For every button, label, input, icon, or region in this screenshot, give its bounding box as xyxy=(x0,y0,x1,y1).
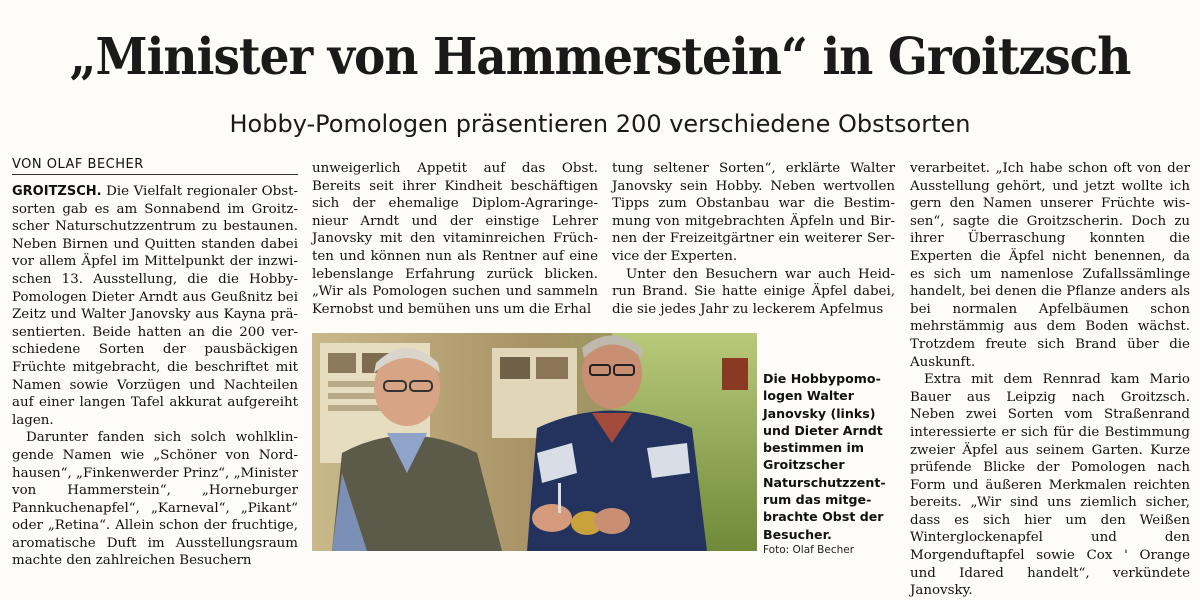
paragraph: tung seltener Sorten“, erklärte Walter Janovsky sein Hobby. Neben wertvollen Tipps zum Obstanbau war die Bestimmung von mitgebrachten Äpfeln und Birnen der Freizeitgärtner ein weiterer Service der Experten. xyxy=(612,161,895,264)
dateline: GROITZSCH. xyxy=(12,184,102,199)
photo-illustration xyxy=(312,333,757,551)
paragraph: Extra mit dem Rennrad kam Mario Bauer aus Leipzig nach Groitzsch. Neben zwei Sorten vom Straßenrand interessierte er sich für die Bestimmung zweier Äpfel aus seinem Garten. Kurze prüfende Blicke der Pomologen nach Form und äußeren Merkmalen reichten bereits. „Wir sind uns ziemlich sicher, dass es sich hier um den Weißen Winterglockenapfel und den Morgenduftapfel sowie Cox ' Orange und Idared handelt“, verkündete Janovsky. xyxy=(910,372,1190,599)
headline: „Minister von Hammerstein“ in Groitzsch xyxy=(69,27,1131,88)
article-column-1 xyxy=(12,183,298,570)
byline: VON OLAF BECHER xyxy=(12,157,298,175)
paragraph: Darunter fanden sich solch wohlklingende Namen wie „Schöner von Nordhausen“, „Finkenwerder Prinz“, „Minister von Hammerstein“, „Horneburger Pannkuchenapfel“, „Karneval“, „Pikant“ oder „Retina“. Allein schon der fruchtige, aromatische Duft im Ausstellungsraum machte den zahlreichen Besuchern xyxy=(12,430,298,569)
paragraph: verarbeitet. „Ich habe schon oft von der Ausstellung gehört, und jetzt wollte ich gern den Namen unserer Früchte wissen“, sagte die Groitzscherin. Doch zu ihrer Überraschung konnten die Experten die Äpfel nicht benennen, da es sich um namenlose Zufallssämlinge handelt, bei denen die Pflanze anders als bei normalen Apfelbäumen schon mehrstämmig aus dem Boden wächst. Trotzdem freute sich Brand über die Auskunft. xyxy=(910,161,1190,370)
subheadline: Hobby-Pomologen präsentieren 200 verschiedene Obstsorten xyxy=(229,110,971,138)
photo-caption: Die Hobbypomologen Walter Janovsky (links) und Dieter Arndt bestimmen im Groitzscher Naturschutzzentrum das mitgebrachte Obst der Besucher. xyxy=(763,371,886,542)
article-photo xyxy=(312,333,757,551)
article-column-2 xyxy=(312,160,598,318)
article-column-3 xyxy=(612,160,895,318)
paragraph xyxy=(12,183,298,429)
photo-credit: Foto: Olaf Becher xyxy=(763,544,855,556)
paragraph-text: Die Vielfalt regionaler Obstsorten gab es am Sonnabend im Groitzscher Naturschutzzentrum zu bestaunen. Neben Birnen und Quitten standen dabei vor allem Äpfel im Mittelpunkt der inzwischen 13. Ausstellung, die die Hobby-Pomologen Dieter Arndt aus Geußnitz bei Zeitz und Walter Janovsky aus Kayna präsentierten. Beide hatten an die 200 verschiedene Sorten der pausbäckigen Früchte mitgebracht, die beschriftet mit Namen sowie Vorzügen und Nachteilen auf einer langen Tafel akkurat aufgereiht lagen. xyxy=(12,184,298,428)
paragraph: Unter den Besuchern war auch Heidrun Brand. Sie hatte einige Äpfel dabei, die sie jedes Jahr zu leckerem Apfelmus xyxy=(612,266,895,317)
paragraph: unweigerlich Appetit auf das Obst. Bereits seit ihrer Kindheit beschäftigen sich der ehemalige Diplom-Agraringenieur Arndt und der einstige Lehrer Janovsky mit den vitaminreichen Früchten und können nun als Rentner auf eine lebenslange Erfahrung zurück blicken. „Wir als Pomologen suchen und sammeln Kernobst und bemühen uns um die Erhal xyxy=(312,161,598,317)
article-column-4 xyxy=(910,160,1190,600)
